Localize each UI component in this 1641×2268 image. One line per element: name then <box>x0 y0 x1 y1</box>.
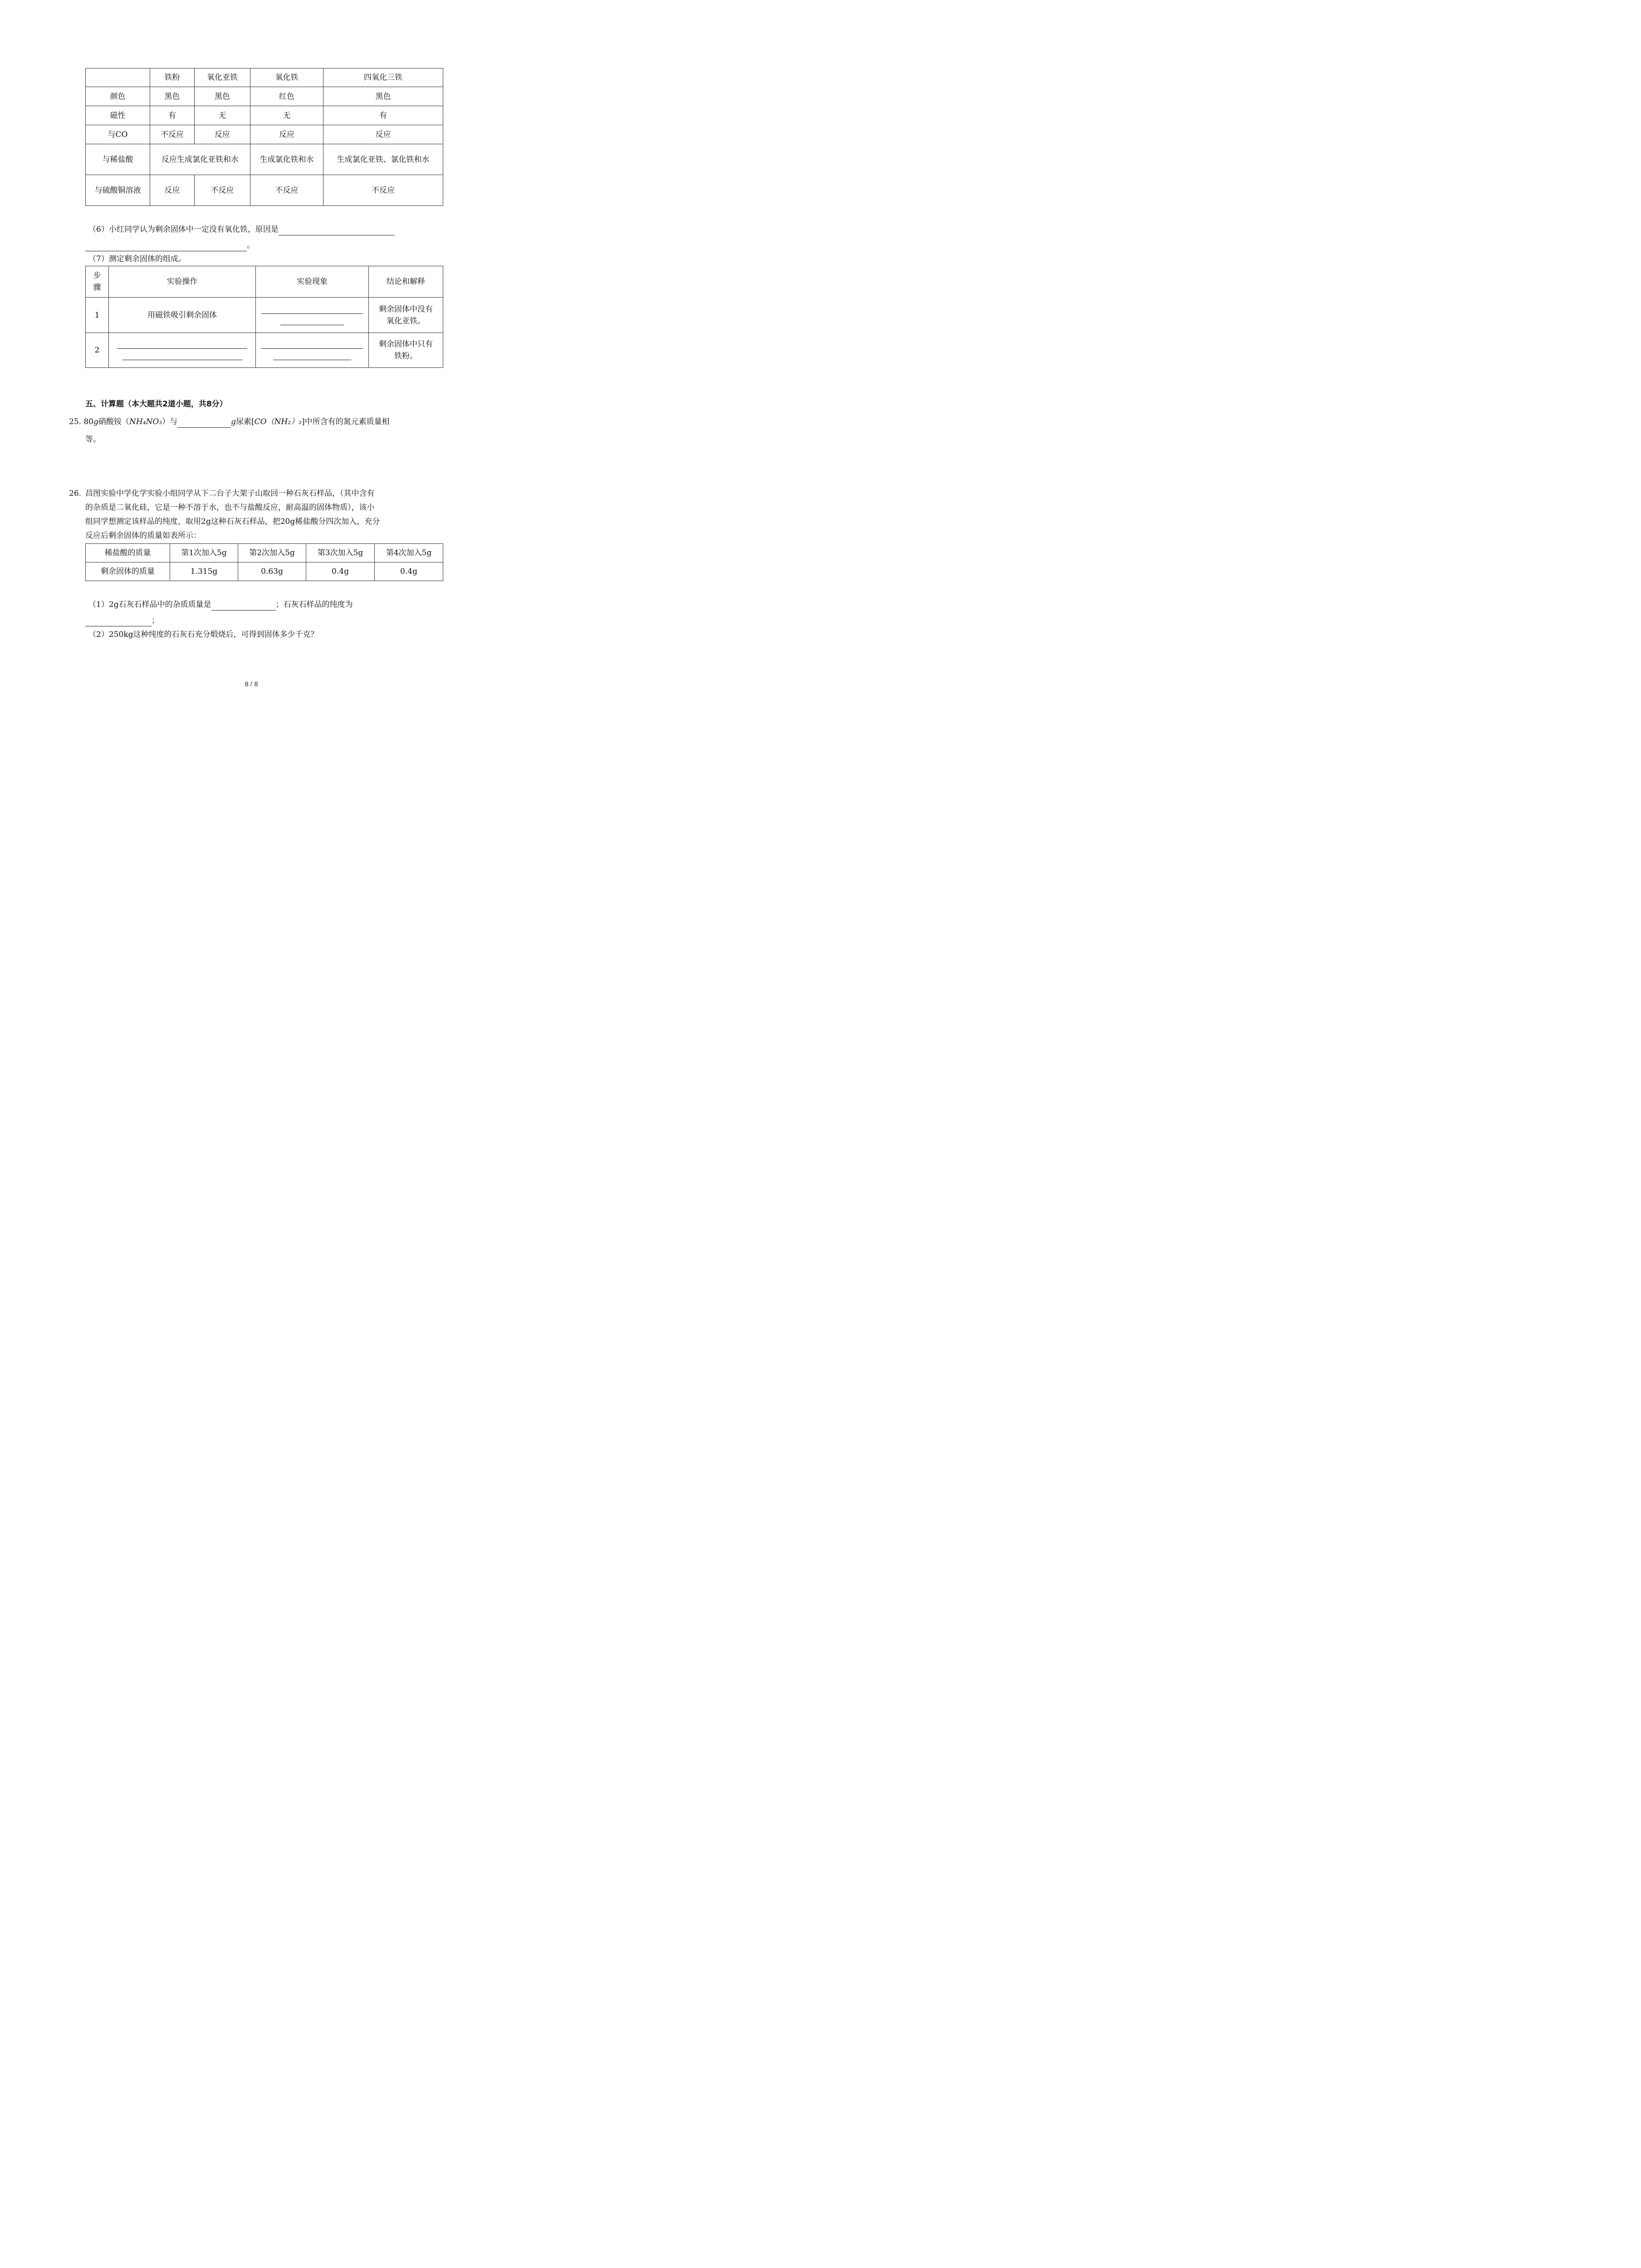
table-cell: 反应生成氯化亚铁和水 <box>150 144 250 175</box>
table-row <box>86 125 443 144</box>
page-number: 8 / 8 <box>245 680 258 688</box>
table-row <box>86 298 443 333</box>
table-cell: 无 <box>195 106 250 125</box>
question-26-1-continuation <box>85 615 159 626</box>
row-label: 与CO <box>86 125 150 144</box>
table-cell: 反应 <box>195 125 250 144</box>
question-26-line: 的杂质是二氧化硅，它是一种不溶于水，也不与盐酸反应，耐高温的固体物质），该小 <box>85 503 375 512</box>
answer-blank[interactable] <box>211 600 276 611</box>
properties-table <box>85 68 443 206</box>
answer-blank[interactable] <box>118 340 247 349</box>
question-26-line: 昌图实验中学化学实验小组同学从下二台子大架子山取回一种石灰石样品，（其中含有 <box>85 489 375 498</box>
header-cell <box>86 68 150 87</box>
table-row <box>86 562 443 581</box>
q25-formula-ammonium-nitrate: NH₄NO₃ <box>129 417 162 426</box>
table-cell: 无 <box>250 106 323 125</box>
table-cell: 黑色 <box>323 87 443 106</box>
question-6 <box>88 224 395 235</box>
question-25 <box>69 416 390 428</box>
question-6-end: 。 <box>247 241 255 250</box>
header-cell: 第1次加入5g <box>170 544 238 562</box>
q25-mass: 80 <box>83 417 94 426</box>
answer-blank[interactable] <box>261 340 363 349</box>
row-label: 颜色 <box>86 87 150 106</box>
table-cell: 不反应 <box>150 125 195 144</box>
answer-blank[interactable] <box>261 305 363 314</box>
phenomenon-cell <box>256 298 369 333</box>
row-label: 剩余固体的质量 <box>86 562 170 581</box>
answer-blank[interactable] <box>85 616 152 626</box>
header-cell: 第4次加入5g <box>375 544 443 562</box>
header-cell: 第3次加入5g <box>306 544 375 562</box>
question-26-line: 组同学想测定该样品的纯度，取用2g这种石灰石样品，把20g稀盐酸分四次加入，充分 <box>85 517 380 526</box>
table-cell: 不反应 <box>195 175 250 206</box>
answer-blank[interactable] <box>122 353 242 360</box>
question-26-2: （2）250kg这种纯度的石灰石充分煅烧后，可得到固体多少千克？ <box>88 630 318 639</box>
table-row <box>86 333 443 368</box>
header-cell: 实验操作 <box>109 266 256 298</box>
q25-unit: g <box>231 417 236 426</box>
step-cell: 1 <box>86 298 109 333</box>
answer-blank[interactable] <box>177 417 231 428</box>
table-cell: 1.315g <box>170 562 238 581</box>
question-6-continuation <box>85 240 255 251</box>
table-cell: 0.4g <box>375 562 443 581</box>
table-cell: 不反应 <box>323 175 443 206</box>
operation-cell: 用磁铁吸引剩余固体 <box>109 298 256 333</box>
question-number: 26. <box>69 489 82 498</box>
results-table <box>85 543 443 581</box>
table-row <box>86 106 443 125</box>
table-cell: 红色 <box>250 87 323 106</box>
table-header-row <box>86 68 443 87</box>
question-26-1-end: ； <box>152 616 159 625</box>
table-cell: 黑色 <box>195 87 250 106</box>
q25-unit: g <box>93 417 98 426</box>
question-number: 25. <box>69 417 82 426</box>
header-cell: 稀盐酸的质量 <box>86 544 170 562</box>
header-cell: 步骤 <box>86 266 109 298</box>
question-26-1-text: （1）2g石灰石样品中的杂质质量是 <box>88 600 211 609</box>
question-26-1-text: ；石灰石样品的纯度为 <box>275 600 353 609</box>
answer-blank[interactable] <box>280 318 344 325</box>
table-cell: 黑色 <box>150 87 195 106</box>
table-cell: 0.4g <box>306 562 375 581</box>
table-cell: 不反应 <box>250 175 323 206</box>
row-label: 磁性 <box>86 106 150 125</box>
table-cell: 生成氯化亚铁、氯化铁和水 <box>323 144 443 175</box>
operation-cell <box>109 333 256 368</box>
answer-blank[interactable] <box>273 353 351 360</box>
header-cell: 氧化铁 <box>250 68 323 87</box>
table-header-row <box>86 544 443 562</box>
table-cell: 有 <box>323 106 443 125</box>
row-label: 与硫酸铜溶液 <box>86 175 150 206</box>
question-26-1 <box>88 599 353 611</box>
conclusion-cell: 剩余固体中只有铁粉。 <box>369 333 443 368</box>
table-cell: 反应 <box>323 125 443 144</box>
table-row <box>86 144 443 175</box>
experiment-table <box>85 266 443 368</box>
table-cell: 生成氯化铁和水 <box>250 144 323 175</box>
section-title: 五、计算题（本大题共2道小题，共8分） <box>85 400 227 409</box>
table-row <box>86 175 443 206</box>
question-6-text: （6）小红同学认为剩余固体中一定没有氧化铁，原因是 <box>88 225 279 234</box>
header-cell: 铁粉 <box>150 68 195 87</box>
table-cell: 有 <box>150 106 195 125</box>
answer-blank[interactable] <box>85 241 247 251</box>
answer-blank[interactable] <box>279 225 395 235</box>
q25-text: 硝酸铵（ <box>98 417 129 426</box>
q25-text: ]中所含有的氮元素质量相 <box>301 417 390 426</box>
table-cell: 0.63g <box>238 562 306 581</box>
table-header-row <box>86 266 443 298</box>
question-7: （7）测定剩余固体的组成。 <box>88 254 186 264</box>
table-cell: 反应 <box>250 125 323 144</box>
question-26-line: 反应后剩余固体的质量如表所示： <box>85 531 201 540</box>
table-cell: 反应 <box>150 175 195 206</box>
q25-text: 尿素[ <box>236 417 255 426</box>
phenomenon-cell <box>256 333 369 368</box>
header-cell: 氧化亚铁 <box>195 68 250 87</box>
question-25-continuation: 等。 <box>85 435 101 444</box>
header-cell: 第2次加入5g <box>238 544 306 562</box>
q25-text: ）与 <box>162 417 178 426</box>
header-cell: 四氧化三铁 <box>323 68 443 87</box>
header-cell: 实验现象 <box>256 266 369 298</box>
table-row <box>86 87 443 106</box>
conclusion-cell: 剩余固体中没有氧化亚铁。 <box>369 298 443 333</box>
row-label: 与稀盐酸 <box>86 144 150 175</box>
step-cell: 2 <box>86 333 109 368</box>
header-cell: 结论和解释 <box>369 266 443 298</box>
q25-formula-urea: CO（NH₂）₂ <box>254 417 302 426</box>
